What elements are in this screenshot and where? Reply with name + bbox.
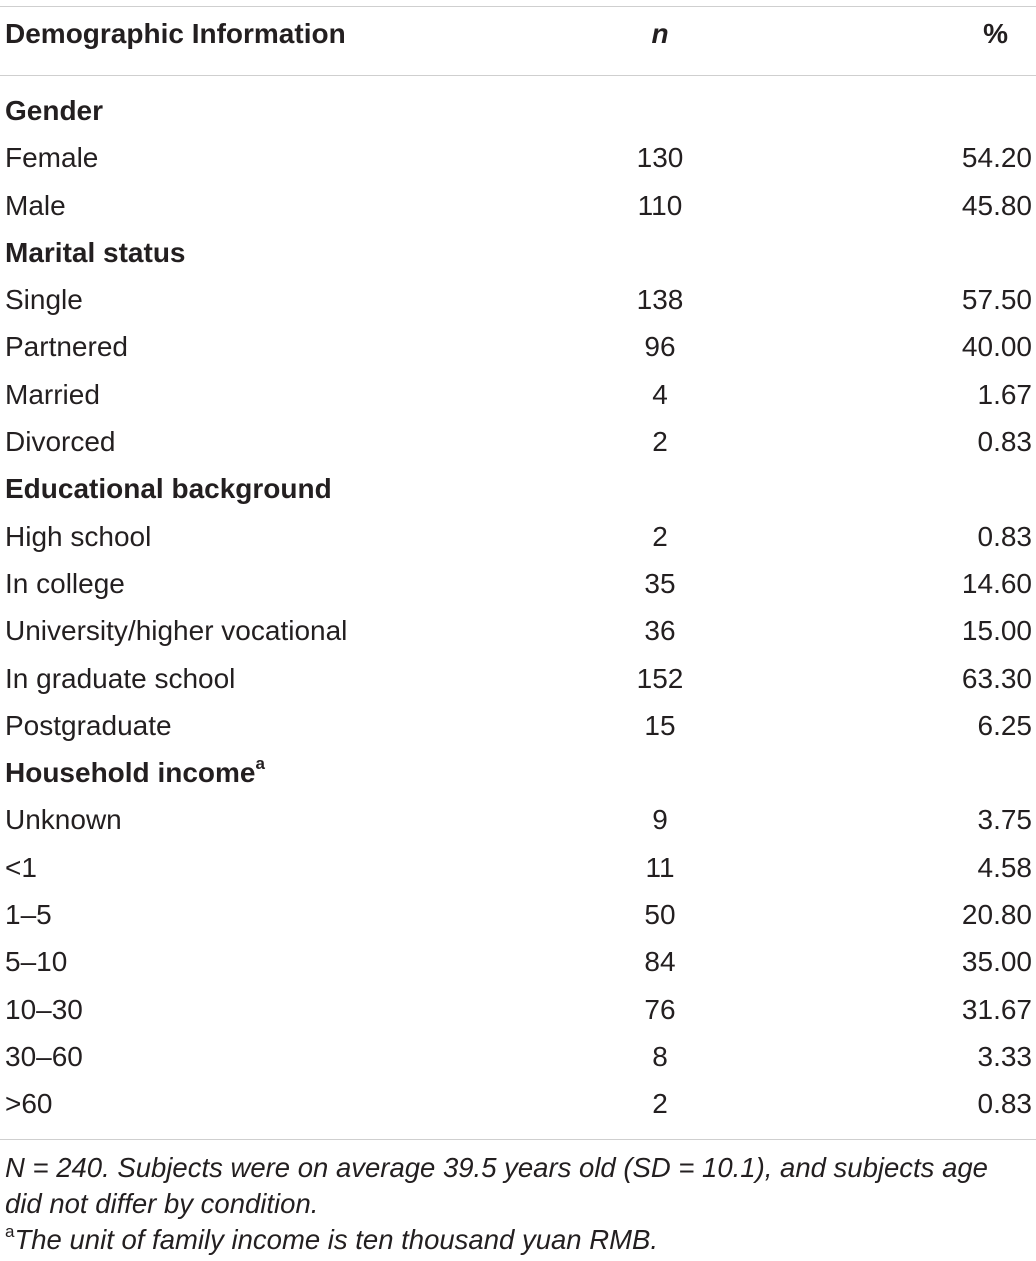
row-n-value: 4: [652, 378, 668, 410]
row-label: [5, 1033, 83, 1080]
row-percent-value: 14.60: [961, 567, 1032, 599]
row-label: [5, 986, 83, 1033]
table-row: [0, 371, 1036, 418]
row-n-value: 2: [652, 1088, 668, 1120]
row-label-text: University/higher vocational: [5, 615, 348, 647]
table-row: [0, 560, 1036, 607]
row-label-text: Postgraduate: [5, 709, 172, 741]
table-row: [0, 1033, 1036, 1080]
row-label: [5, 560, 125, 607]
row-percent-value: 6.25: [977, 709, 1032, 741]
row-percent-value: 3.75: [977, 804, 1032, 836]
table-row: [0, 276, 1036, 323]
row-label-text: Female: [5, 142, 99, 174]
row-label-text: In college: [5, 567, 125, 599]
table-row: [0, 607, 1036, 654]
row-label: [5, 655, 235, 702]
row-label: [5, 1080, 53, 1127]
row-n-value: 50: [644, 899, 676, 931]
row-percent-value: 45.80: [961, 189, 1032, 221]
table-row: [0, 418, 1036, 465]
footnote-text: The unit of family income is ten thousand yuan RMB.: [14, 1224, 658, 1255]
section-header-row: [0, 229, 1036, 276]
section-label: [5, 229, 186, 276]
table-row: [0, 323, 1036, 370]
row-percent-value: 63.30: [961, 662, 1032, 694]
row-percent-value: 31.67: [961, 993, 1032, 1025]
row-percent-value: 40.00: [961, 331, 1032, 363]
section-header-row: [0, 749, 1036, 796]
note-line-2: did not differ by condition.: [5, 1188, 319, 1219]
row-n-value: 35: [644, 567, 676, 599]
section-label: [5, 87, 103, 134]
row-n-value: 11: [645, 851, 675, 883]
row-label: [5, 891, 52, 938]
row-label-text: 1–5: [5, 899, 52, 931]
row-label-text: Unknown: [5, 804, 122, 836]
row-label-text: <1: [5, 851, 37, 883]
section-header-row: [0, 87, 1036, 134]
row-label-text: Educational background: [5, 473, 332, 505]
row-label-text: >60: [5, 1088, 53, 1120]
footnote-mark: a: [5, 1222, 15, 1241]
row-label: [5, 702, 172, 749]
row-label: [5, 607, 347, 654]
row-label: [5, 796, 122, 843]
table-bottom-rule: [0, 1139, 1036, 1140]
header-label: Demographic Information: [5, 18, 346, 49]
row-n-value: 15: [644, 709, 676, 741]
row-label-text: Household income: [5, 757, 256, 789]
row-label-text: 10–30: [5, 993, 83, 1025]
row-label-text: Male: [5, 189, 66, 221]
row-label-text: High school: [5, 520, 152, 552]
table-row: [0, 796, 1036, 843]
row-percent-value: 20.80: [961, 899, 1032, 931]
table-body: [0, 87, 1036, 1128]
row-percent-value: 0.83: [977, 520, 1032, 552]
row-label: [5, 938, 67, 985]
header-n: n: [651, 18, 669, 49]
row-n-value: 9: [652, 804, 668, 836]
table-row: [0, 891, 1036, 938]
row-label: [5, 418, 115, 465]
row-label-text: 30–60: [5, 1040, 83, 1072]
table-notes: [5, 1150, 1035, 1258]
row-percent-value: 3.33: [977, 1040, 1032, 1072]
row-percent-value: 54.20: [961, 142, 1032, 174]
row-percent-value: 1.67: [977, 378, 1032, 410]
footnote: [5, 1222, 1035, 1258]
row-label: [5, 513, 151, 560]
row-label: [5, 276, 83, 323]
table-top-rule: [0, 6, 1036, 7]
row-label: [5, 134, 98, 181]
table-header-row: [0, 18, 1036, 62]
row-label-text: Marital status: [5, 236, 186, 268]
section-label: [5, 465, 332, 512]
row-n-value: 110: [637, 189, 683, 221]
row-n-value: 130: [636, 142, 684, 174]
row-n-value: 96: [644, 331, 676, 363]
row-label: [5, 371, 100, 418]
row-n-value: 8: [652, 1040, 668, 1072]
row-n-value: 152: [636, 662, 684, 694]
row-percent-value: 57.50: [961, 284, 1032, 316]
row-percent-value: 0.83: [977, 426, 1032, 458]
row-label-text: Single: [5, 284, 83, 316]
row-label-text: Partnered: [5, 331, 128, 363]
row-n-value: 2: [652, 520, 668, 552]
row-percent-value: 4.58: [977, 851, 1032, 883]
row-label: [5, 182, 66, 229]
table-row: [0, 134, 1036, 181]
footnote-marker: a: [255, 754, 265, 774]
table-header-rule: [0, 75, 1036, 76]
row-label-text: In graduate school: [5, 662, 236, 694]
row-label-text: Married: [5, 378, 100, 410]
table-row: [0, 844, 1036, 891]
row-n-value: 84: [644, 946, 676, 978]
section-label: [5, 749, 265, 796]
row-n-value: 2: [652, 426, 668, 458]
table-row: [0, 986, 1036, 1033]
row-label-text: Gender: [5, 95, 104, 126]
section-header-row: [0, 465, 1036, 512]
row-label-text: Divorced: [5, 426, 116, 458]
note-line-1: N = 240. Subjects were on average 39.5 years old (SD = 10.1), and subjects age: [5, 1152, 988, 1183]
row-label: [5, 323, 128, 370]
row-label-text: 5–10: [5, 946, 68, 978]
header-percent: %: [983, 18, 1008, 49]
table-row: [0, 702, 1036, 749]
row-percent-value: 15.00: [961, 615, 1032, 647]
table-row: [0, 655, 1036, 702]
row-n-value: 36: [644, 615, 676, 647]
table-row: [0, 1080, 1036, 1127]
row-n-value: 76: [644, 993, 676, 1025]
table-row: [0, 938, 1036, 985]
row-percent-value: 0.83: [977, 1088, 1032, 1120]
table-row: [0, 513, 1036, 560]
row-percent-value: 35.00: [961, 946, 1032, 978]
table-row: [0, 182, 1036, 229]
row-label: [5, 844, 37, 891]
row-n-value: 138: [636, 284, 684, 316]
